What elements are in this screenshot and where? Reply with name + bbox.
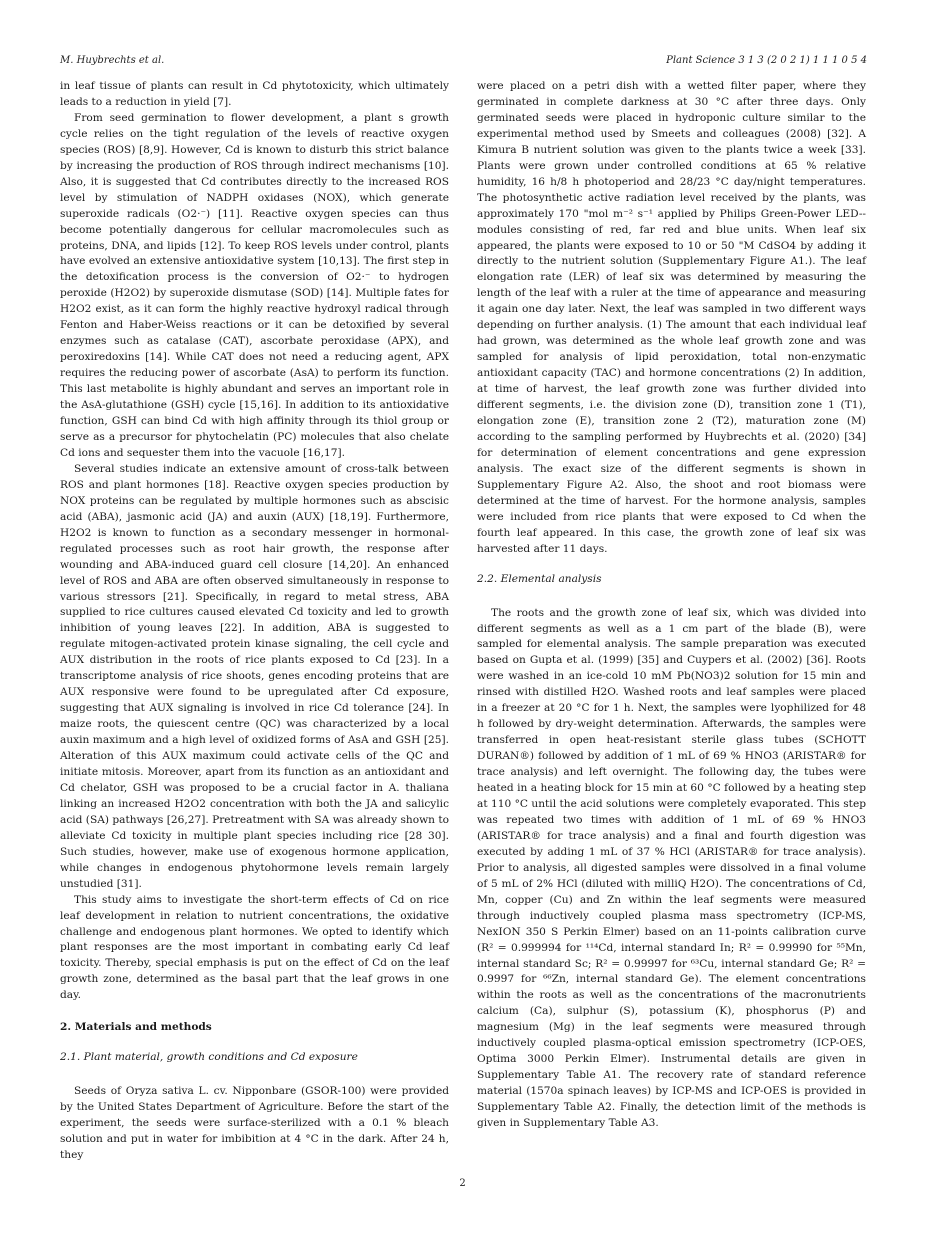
paragraph-growth-conditions: were placed on a petri dish with a wetted filter paper, where they germinated in complete darkness at 30 °C after three days. Only germinated seeds were placed in hydroponic culture similar to the experimental method used by Smeets and colleagues (2008) [32]. A Kimura B nutrient solution was given to the plants twice a week [33]. Plants were grown under controlled conditions at 65 % relative humidity, 16 h/8 h photoperiod and 28/23 °C day/night temperatures. The photosynthetic active radiation level received by the plants, was approximately 170 "mol m⁻² s⁻¹ applied by Philips Green-Power LED--modules consisting of red, far red and blue units. When leaf six appeared, the plants were exposed to 10 or 50 "M CdSO4 by adding it directly to the nutrient solution (Supplementary Figure A1.). The leaf elongation rate (LER) of leaf six was determined by measuring the length of the leaf with a ruler at the time of appearance and measuring it again one day later. Next, the leaf was sampled in two different ways depending on further analysis. (1) The amount that each individual leaf had grown, was determined as the whole leaf growth zone and was sampled for analysis of lipid peroxidation, total non-enzymatic antioxidant capacity (TAC) and hormone concentrations (2) In addition, at time of harvest, the leaf growth zone was further divided into different segments, i.e. the division zone (D), transition zone 1 (T1), elongation zone (E), transition zone 2 (T2), maturation zone (M) according to the sampling performed by Huybrechts et al. (2020) [34] for determination of element concentrations and gene expression analysis. The exact size of the different segments is shown in Supplementary Figure A2. Also, the shoot and root biomass were determined at the time of harvest. For the hormone analysis, samples were included from rice plants that were exposed to Cd when the fourth leaf appeared. In this case, the growth zone of leaf six was harvested after 11 days. xyxy=(477,80,866,555)
subsection-heading-elemental-analysis: 2.2. Elemental analysis xyxy=(477,572,602,585)
section-heading-materials-methods: 2. Materials and methods xyxy=(60,1021,212,1034)
paragraph-continuation: in leaf tissue of plants can result in Cd phytotoxicity, which ultimately leads to a reduction in yield [7]. xyxy=(60,80,449,108)
running-header xyxy=(60,55,867,71)
paragraph-hormones: Several studies indicate an extensive amount of cross-talk between ROS and plant hormones [18]. Reactive oxygen species production by NOX proteins can be regulated by multiple hormones such as abscisic acid (ABA), jasmonic acid (JA) and auxin (AUX) [18,19]. Furthermore, H2O2 is known to function as a secondary messenger in hormonal-regulated processes such as root hair growth, the response after wounding and ABA-induced guard cell closure [14,20]. An enhanced level of ROS and ABA are often observed simultaneously in response to various stressors [21]. Specifically, in regard to metal stress, ABA supplied to rice cultures caused elevated Cd toxicity and led to growth inhibition of young leaves [22]. In addition, ABA is suggested to regulate mitogen-activated protein kinase signaling, the cell cycle and AUX distribution in the roots of rice plants exposed to Cd [23]. In a transcriptome analysis of rice shoots, genes encoding proteins that are AUX responsive were found to be upregulated after Cd exposure, suggesting that AUX signaling is involved in rice Cd tolerance [24]. In maize roots, the quiescent centre (QC) was characterized by a local auxin maximum and a high level of oxidized forms of AsA and GSH [25]. Alteration of this AUX maximum could activate cells of the QC and initiate mitosis. Moreover, apart from its function as an antioxidant and Cd chelator, GSH was proposed to be a crucial factor in A. thaliana linking an increased H2O2 concentration with both the JA and salicylic acid (SA) pathways [26,27]. Pretreatment with SA was already shown to alleviate Cd toxicity in multiple plant species including rice [28 30]. Such studies, however, make use of exogenous hormone application, while changes in endogenous phytohormone levels remain largely unstudied [31]. xyxy=(60,462,449,890)
page-number: 2 xyxy=(459,1178,466,1189)
subsection-heading-plant-material: 2.1. Plant material, growth conditions and Cd exposure xyxy=(60,1051,358,1064)
paragraph-ros: From seed germination to flower development, a plant s growth cycle relies on the tight regulation of the levels of reactive oxygen species (ROS) [8,9]. However, Cd is known to disturb this strict balance by increasing the production of ROS through indirect mechanisms [10]. Also, it is suggested that Cd contributes directly to the increased ROS level by stimulation of NADPH oxidases (NOX), which generate superoxide radicals (O2·⁻) [11]. Reactive oxygen species can thus become potentially dangerous for cellular macromolecules such as proteins, DNA, and lipids [12]. To keep ROS levels under control, plants have evolved an extensive antioxidative system [10,13]. The first step in the detoxification process is the conversion of O2·⁻ to hydrogen peroxide (H2O2) by superoxide dismutase (SOD) [14]. Multiple fates for H2O2 exist, as it can form the highly reactive hydroxyl radical through Fenton and Haber-Weiss reactions or it can be detoxified by several enzymes such as catalase (CAT), ascorbate peroxidase (APX), and peroxiredoxins [14]. While CAT does not need a reducing agent, APX requires the reducing power of ascorbate (AsA) to perform its function. This last metabolite is highly abundant and serves an important role in the AsA-glutathione (GSH) cycle [15,16]. In addition to its antioxidative function, GSH can bind Cd with high affinity through its thiol group or serve as a precursor for phytochelatin (PC) molecules that also chelate Cd ions and sequester them into the vacuole [16,17]. xyxy=(60,111,449,459)
header-authors: M. Huybrechts et al. xyxy=(60,55,165,66)
paragraph-seeds: Seeds of Oryza sativa L. cv. Nipponbare (GSOR-100) were provided by the United States Department of Agriculture. Before the start of the experiment, the seeds were surface-sterilized with a 0.1 % bleach solution and put in water for imbibition at 4 °C in the dark. After 24 h, they xyxy=(60,1085,449,1161)
header-journal: Plant Science 3 1 3 (2 0 2 1) 1 1 1 0 5 4 xyxy=(666,55,867,66)
right-column xyxy=(477,79,866,1132)
paragraph-study-aim: This study aims to investigate the short-term effects of Cd on rice leaf development in relation to nutrient concentrations, the oxidative challenge and endogenous plant hormones. We opted to identify which plant responses are the most important in combating early Cd leaf toxicity. Thereby, special emphasis is put on the effect of Cd on the leaf growth zone, determined as the basal part that the leaf grows in one day. xyxy=(60,893,449,1002)
left-column xyxy=(60,79,449,1164)
paragraph-elemental-analysis: The roots and the growth zone of leaf six, which was divided into different segments as well as a 1 cm part of the blade (B), were sampled for elemental analysis. The sample preparation was executed based on Gupta et al. (1999) [35] and Cuypers et al. (2002) [36]. Roots were washed in an ice-cold 10 mM Pb(NO3)2 solution for 15 min and rinsed with distilled H2O. Washed roots and leaf samples were placed in a freezer at 20 °C for 1 h. Next, the samples were lyophilized for 48 h followed by dry-weight determination. Afterwards, the samples were transferred in open heat-resistant sterile glass tubes (SCHOTT DURAN®) followed by addition of 1 mL of 69 % HNO3 (ARISTAR® for trace analysis) and left overnight. The following day, the tubes were heated in a heating block for 15 min at 60 °C followed by a heating step at 110 °C until the acid solutions were completely evaporated. This step was repeated two times with addition of 1 mL of 69 % HNO3 (ARISTAR® for trace analysis) and a final and fourth digestion was executed by adding 1 mL of 37 % HCl (ARISTAR® for trace analysis). Prior to analysis, all digested samples were dissolved in a final volume of 5 mL of 2% HCl (diluted with milliQ H2O). The concentrations of Cd, Mn, copper (Cu) and Zn within the leaf segments were measured through inductively coupled plasma mass spectrometry (ICP-MS, NexION 350 S Perkin Elmer) based on an 11-points calibration curve (R² = 0.999994 for ¹¹⁴Cd, internal standard In; R² = 0.99990 for ⁵⁵Mn, internal standard Sc; R² = 0.99997 for ⁶³Cu, internal standard Ge; R² = 0.9997 for ⁶⁶Zn, internal standard Ge). The element concentrations within the roots as well as the concentrations of the macronutrients calcium (Ca), sulphur (S), potassium (K), phosphorus (P) and magnesium (Mg) in the leaf segments were measured through inductively coupled plasma-optical emission spectrometry (ICP-OES, Optima 3000 Perkin Elmer). Instrumental details are given in Supplementary Table A1. The recovery rate of standard reference material (1570a spinach leaves) by ICP-MS and ICP-OES is provided in Supplementary Table A2. Finally, the detection limit of the methods is given in Supplementary Table A3. xyxy=(477,606,866,1130)
